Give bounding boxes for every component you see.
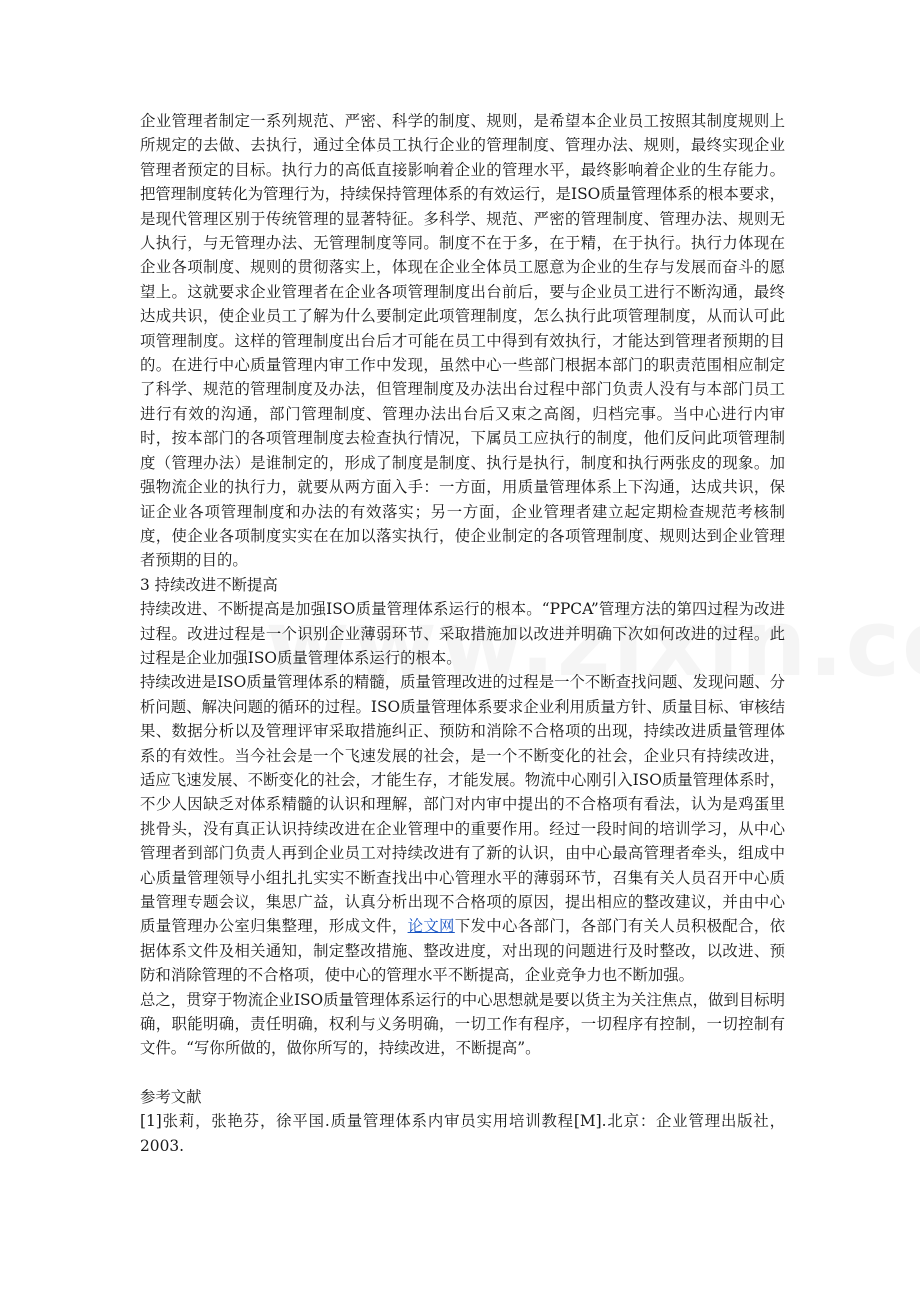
spacer — [140, 1061, 785, 1085]
paragraph-conclusion: 总之，贯穿于物流企业ISO质量管理体系运行的中心思想就是要以货主为关注焦点，做到目标明确，职能明确，责任明确，权利与义务明确，一切工作有程序，一切程序有控制，一切控制有文件。“写你所做的，做你所写的，持续改进，不断提高”。 — [140, 990, 785, 1058]
paragraph-text-after-link: 下发中心各部门，各部门有关人员积极配合，依据体系文件及相关通知，制定整改措施、整改进度，对出现的问题进行及时整改，以改进、预防和消除管理的不合格项，使中心的管理水平不断提高，企业竞争力也不断加强。 — [140, 917, 785, 985]
lunwen-link[interactable]: 论文网 — [407, 917, 455, 936]
references-title: 参考文献 — [140, 1087, 202, 1106]
reference-item-1: [1]张莉，张艳芬，徐平国.质量管理体系内审员实用培训教程[M].北京：企业管理出版社，2003. — [140, 1112, 785, 1155]
section-heading-3: 3 持续改进不断提高 — [140, 575, 278, 594]
paragraph-text-before-link: 持续改进是ISO质量管理体系的精髓，质量管理改进的过程是一个不断查找问题、发现问题、分析问题、解决问题的循环的过程。ISO质量管理体系要求企业利用质量方针、质量目标、审核结果、数据分析以及管理评审采取措施纠正、预防和消除不合格项的出现，持续改进质量管理体系的有效性。当今社会是一个飞速发展的社会，是一个不断变化的社会，企业只有持续改进，适应飞速发展、不断变化的社会，才能生存，才能发展。物流中心刚引入ISO质量管理体系时，不少人因缺乏对体系精髓的认识和理解，部门对内审中提出的不合格项有看法，认为是鸡蛋里挑骨头，没有真正认识持续改进在企业管理中的重要作用。经过一段时间的培训学习，从中心管理者到部门负责人再到企业员工对持续改进有了新的认识，由中心最高管理者牵头，组成中心质量管理领导小组扎扎实实不断查找出中心管理水平的薄弱环节，召集有关人员召开中心质量管理专题会议，集思广益，认真分析出现不合格项的原因，提出相应的整改建议，并由中心质量管理办公室归集整理，形成文件， — [140, 673, 785, 936]
paragraph-improvement-essence — [140, 670, 785, 987]
paragraph-execution: 企业管理者制定一系列规范、严密、科学的制度、规则，是希望本企业员工按照其制度规则上所规定的去做、去执行，通过全体员工执行企业的管理制度、管理办法、规则，最终实现企业管理者预定的目标。执行力的高低直接影响着企业的管理水平，最终影响着企业的生存能力。把管理制度转化为管理行为，持续保持管理体系的有效运行，是ISO质量管理体系的根本要求，是现代管理区别于传统管理的显著特征。多科学、规范、严密的管理制度、管理办法、规则无人执行，与无管理办法、无管理制度等同。制度不在于多，在于精，在于执行。执行力体现在企业各项制度、规则的贯彻落实上，体现在企业全体员工愿意为企业的生存与发展而奋斗的愿望上。这就要求企业管理者在企业各项管理制度出台前后，要与企业员工进行不断沟通，最终达成共识，使企业员工了解为什么要制定此项管理制度，怎么执行此项管理制度，从而认可此项管理制度。这样的管理制度出台后才可能在员工中得到有效执行，才能达到管理者预期的目的。在进行中心质量管理内审工作中发现，虽然中心一些部门根据本部门的职责范围相应制定了科学、规范的管理制度及办法，但管理制度及办法出台过程中部门负责人没有与本部门员工进行有效的沟通，部门管理制度、管理办法出台后又束之高阁，归档完事。当中心进行内审时，按本部门的各项管理制度去检查执行情况，下属员工应执行的制度，他们反问此项管理制度（管理办法）是谁制定的，形成了制度是制度、执行是执行，制度和执行两张皮的现象。加强物流企业的执行力，就要从两方面入手：一方面，用质量管理体系上下沟通，达成共识，保证企业各项管理制度和办法的有效落实；另一方面，企业管理者建立起定期检查规范考核制度，使企业各项制度实实在在加以落实执行，使企业制定的各项管理制度、规则达到企业管理者预期的目的。 — [140, 112, 785, 570]
paragraph-continuous-improvement: 持续改进、不断提高是加强ISO质量管理体系运行的根本。“PPCA”管理方法的第四过程为改进过程。改进过程是一个识别企业薄弱环节、采取措施加以改进并明确下次如何改进的过程。此过程是企业加强ISO质量管理体系运行的根本。 — [140, 600, 785, 667]
document-body — [140, 109, 785, 1158]
